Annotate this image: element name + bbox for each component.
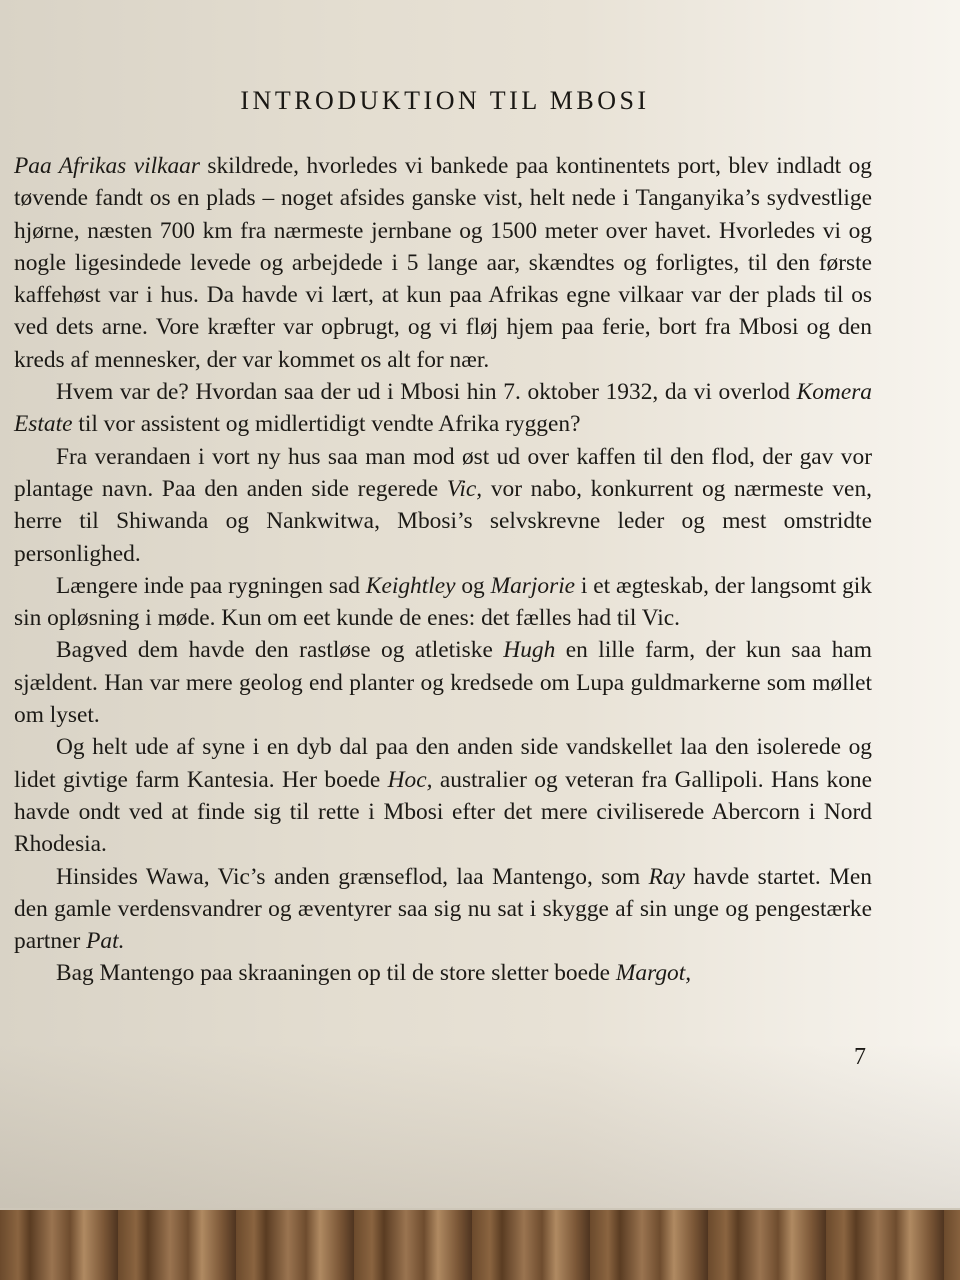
- paragraph: [14, 376, 872, 441]
- italic-name: Margot,: [615, 960, 692, 987]
- body-text: [14, 150, 872, 990]
- italic-name: Ray: [648, 863, 685, 890]
- italic-name: Hugh: [503, 637, 556, 664]
- text-run: Hvem var de? Hvordan saa der ud i Mbosi hin 7. oktober 1932, da vi overlod: [56, 379, 797, 406]
- text-run: en lille farm, der kun saa ham sjældent. Han var mere geolog end planter og kredsede om Lupa guldmarkerne som møllet om lyset.: [14, 637, 872, 729]
- text-run: skildrede, hvorledes vi bankede paa kontinentets port, blev indladt og tøvende fandt os en plads – noget afsides ganske vist, helt nede i Tanganyika’s sydvestlige hjørne, næsten 700 km fra nærmeste jernbane og 1500 meter over havet. Hvorledes vi og nogle ligesindede levede og arbejdede i 5 lange aar, skændtes og forligtes, til den første kaffehøst var i hus. Da havde vi lært, at kun paa Afrikas egne vilkaar var der plads til os ved dets arne. Vore kræfter var opbrugt, og vi fløj hjem paa ferie, bort fra Mbosi og den kreds af mennesker, der var kommet os alt for nær.: [14, 153, 872, 373]
- italic-name: Vic,: [446, 475, 483, 502]
- text-run: vor nabo, konkurrent og nærmeste ven, herre til Shiwanda og Nankwitwa, Mbosi’s selvskrevne leder og mest omstridte personlighed.: [14, 475, 872, 567]
- text-run: Og helt ude af syne i en dyb dal paa den anden side vandskellet laa den isolerede og lidet givtige farm Kantesia. Her boede: [14, 734, 872, 793]
- paragraph: [14, 634, 872, 731]
- wooden-table: [0, 1210, 960, 1280]
- italic-name: Paa Afrikas vilkaar: [14, 153, 200, 179]
- text-run: Hinsides Wawa, Vic’s anden grænseflod, laa Mantengo, som: [56, 863, 649, 890]
- text-run: til vor assistent og midlertidigt vendte Afrika ryggen?: [72, 411, 581, 438]
- paragraph: [14, 570, 872, 635]
- italic-name: Komera Estate: [14, 379, 872, 438]
- text-run: i et ægteskab, der langsomt gik sin opløsning i møde. Kun om eet kunde de enes: det fælles had til Vic.: [14, 572, 872, 632]
- text-run: og: [455, 572, 491, 599]
- paragraph: [14, 957, 872, 989]
- page-number: 7: [854, 1044, 866, 1070]
- paragraph: [14, 731, 872, 860]
- text-run: Fra verandaen i vort ny hus saa man mod øst ud over kaffen til den flod, der gav vor plantage navn. Paa den anden side regerede: [14, 443, 872, 502]
- text-run: Bagved dem havde den rastløse og atletiske: [56, 637, 504, 664]
- text-run: Længere inde paa rygningen sad: [56, 572, 366, 599]
- text-run: havde startet. Men den gamle verdensvandrer og æventyrer saa sig nu sat i skygge af sin unge og pengestærke partner: [14, 863, 872, 955]
- paragraph: [14, 150, 872, 376]
- paragraph: [14, 861, 872, 958]
- italic-name: Hoc,: [387, 766, 433, 793]
- text-run: australier og veteran fra Gallipoli. Hans kone havde ondt ved at finde sig til rette i Mbosi efter det mere civiliserede Abercorn i Nord Rhodesia.: [14, 766, 872, 858]
- chapter-heading: INTRODUKTION TIL MBOSI: [240, 86, 650, 115]
- italic-name: Keightley: [365, 572, 456, 599]
- italic-name: Pat.: [86, 928, 125, 955]
- italic-name: Marjorie: [490, 572, 576, 599]
- paragraph: [14, 441, 872, 570]
- text-run: Bag Mantengo paa skraaningen op til de store sletter boede: [56, 960, 616, 987]
